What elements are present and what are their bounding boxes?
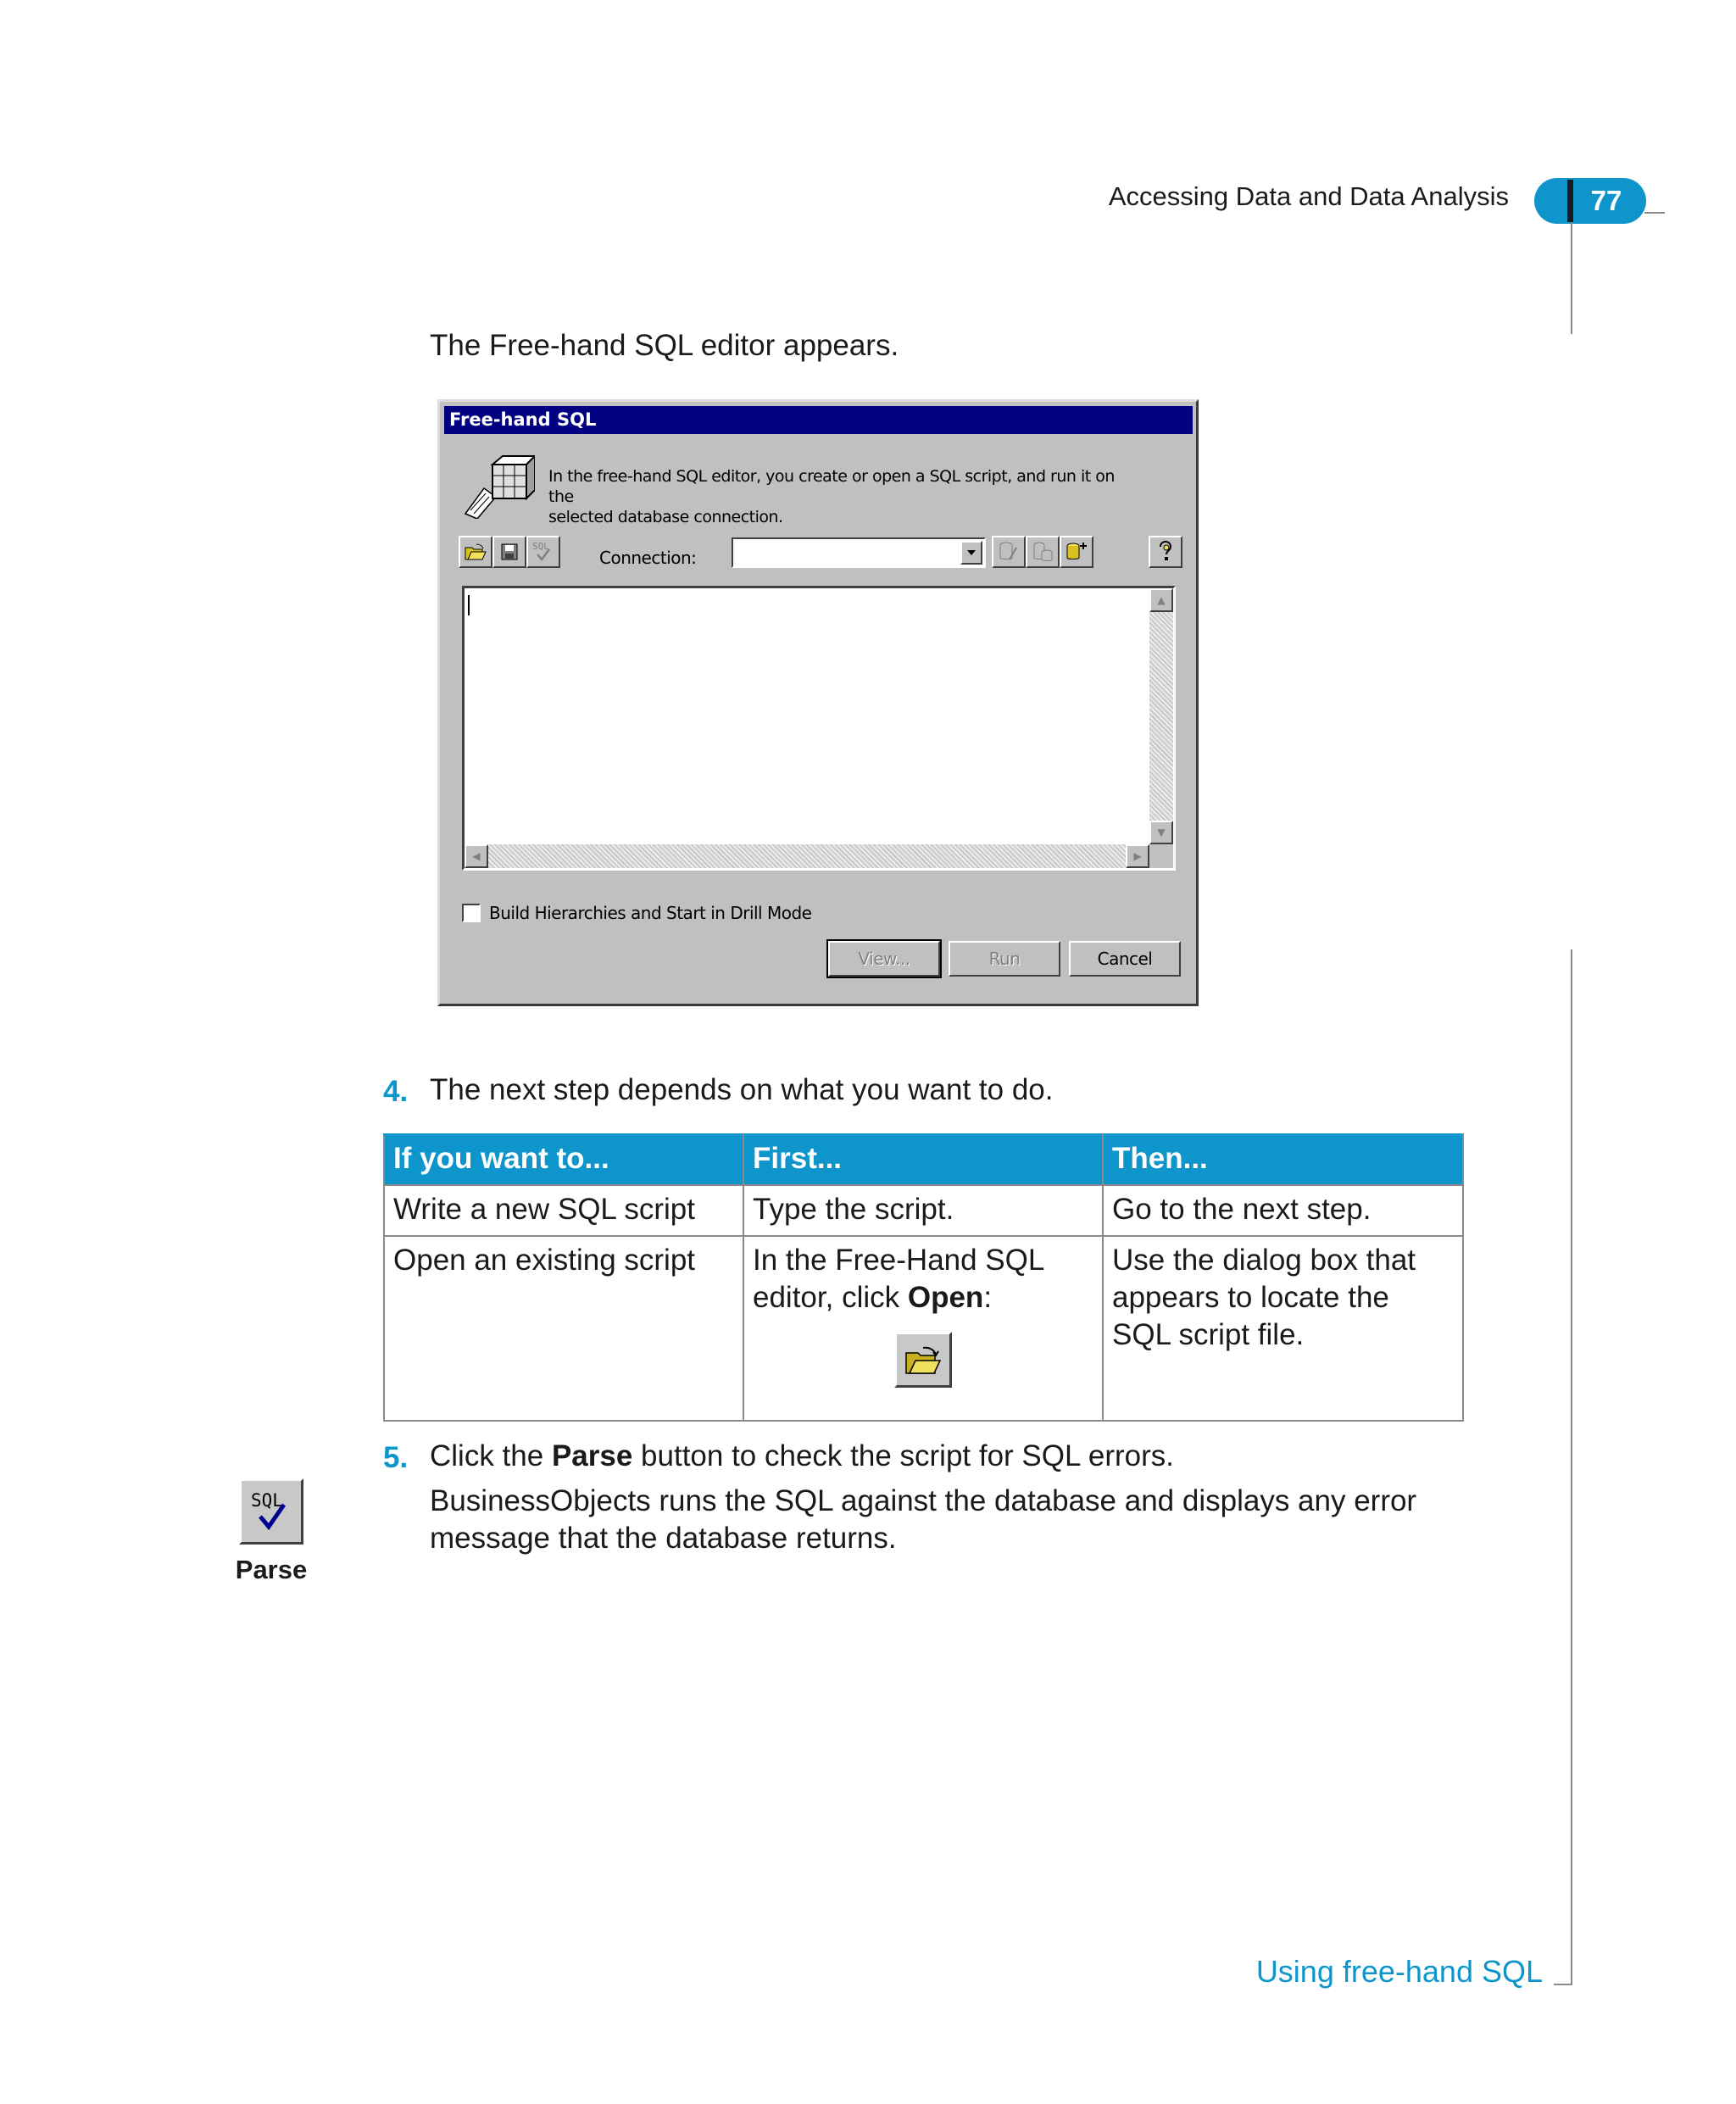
scroll-left-button[interactable] — [465, 844, 488, 868]
db-new-icon — [1065, 541, 1088, 563]
margin-rule-foot — [1554, 1984, 1572, 1985]
sql-parse-icon — [248, 1488, 294, 1535]
new-connection-button[interactable] — [1060, 536, 1093, 568]
intro-text: The Free-hand SQL editor appears. — [430, 329, 899, 362]
step-4-text: The next step depends on what you want to do. — [430, 1073, 1054, 1106]
table-cell-then: Go to the next step. — [1103, 1185, 1463, 1236]
open-instruction-text: In the Free-Hand SQL editor, click — [753, 1244, 1044, 1314]
save-icon — [500, 543, 519, 561]
table-header-cell: If you want to... — [384, 1134, 743, 1185]
step-5-prefix: Click the — [430, 1439, 552, 1472]
free-hand-sql-dialog — [437, 399, 1199, 1006]
options-table — [383, 1133, 1464, 1422]
table-row — [384, 1236, 1463, 1421]
section-footer-link: Using free-hand SQL — [1255, 1954, 1543, 1989]
scroll-corner — [1149, 844, 1173, 868]
vertical-scrollbar[interactable] — [1149, 588, 1173, 844]
table-header-cell: First... — [743, 1134, 1103, 1185]
build-hierarchies-checkbox[interactable] — [462, 904, 481, 922]
parse-button[interactable] — [526, 536, 560, 568]
parse-keyword: Parse — [551, 1439, 633, 1472]
table-cell-then: Use the dialog box that appears to locate the SQL script file. — [1103, 1236, 1463, 1421]
sql-cube-icon — [459, 454, 535, 519]
open-folder-icon — [904, 1344, 942, 1375]
db-edit-icon — [998, 541, 1020, 563]
connection-select[interactable] — [732, 537, 986, 568]
parse-button-illustration — [239, 1478, 303, 1545]
connection-dropdown-button[interactable] — [960, 541, 982, 565]
table-row — [384, 1185, 1463, 1236]
scroll-up-button[interactable] — [1149, 588, 1173, 612]
margin-rule — [1571, 949, 1572, 1985]
open-button[interactable] — [459, 536, 492, 568]
sql-parse-icon — [531, 539, 556, 565]
running-head: Accessing Data and Data Analysis — [1108, 181, 1509, 211]
parse-label: Parse — [235, 1555, 308, 1584]
dialog-title-bar: Free-hand SQL — [444, 406, 1193, 434]
edit-connection-button[interactable] — [992, 536, 1026, 568]
text-caret — [468, 595, 470, 615]
arrow-up-icon: ▲ — [1157, 594, 1166, 606]
open-button-illustration — [894, 1332, 952, 1388]
save-button[interactable] — [492, 536, 526, 568]
cancel-button[interactable]: Cancel — [1069, 941, 1181, 977]
step-5-text — [430, 1438, 1472, 1475]
arrow-down-icon: ▼ — [1157, 827, 1166, 838]
svg-text:SQL: SQL — [532, 541, 549, 552]
scroll-right-button[interactable] — [1126, 844, 1149, 868]
connect-button[interactable] — [1026, 536, 1060, 568]
help-icon — [1157, 540, 1174, 564]
run-button[interactable]: Run — [949, 941, 1060, 977]
margin-rule-top — [1571, 222, 1572, 334]
page-badge-rule — [1644, 212, 1665, 214]
build-hierarchies-label[interactable]: Build Hierarchies and Start in Drill Mode — [489, 903, 812, 923]
step-5-number: 5. — [383, 1441, 409, 1474]
table-cell-first — [743, 1236, 1103, 1421]
db-connect-icon — [1032, 541, 1054, 563]
page-number-badge: 77 — [1534, 178, 1646, 224]
description-line-2: selected database connection. — [548, 508, 783, 526]
description-line-1: In the free-hand SQL editor, you create or open a SQL script, and run it on the — [548, 467, 1115, 506]
page-badge-bar — [1567, 180, 1573, 222]
step-5-suffix: button to check the script for SQL errors. — [632, 1439, 1175, 1472]
chevron-down-icon — [966, 549, 976, 556]
arrow-right-icon: ▶ — [1133, 850, 1142, 862]
connection-label: Connection: — [599, 548, 697, 568]
help-button[interactable] — [1149, 536, 1182, 568]
sql-editor-textarea[interactable] — [462, 586, 1176, 871]
dialog-description — [548, 466, 1142, 527]
step-5-detail: BusinessObjects runs the SQL against the database and displays any error message that the database returns. — [430, 1484, 1417, 1555]
view-button[interactable]: View... — [828, 941, 940, 977]
table-header-row — [384, 1134, 1463, 1185]
arrow-left-icon: ◀ — [472, 850, 481, 862]
open-folder-icon — [465, 543, 487, 561]
table-header-cell: Then... — [1103, 1134, 1463, 1185]
open-keyword: Open — [907, 1281, 984, 1314]
table-cell-first: Type the script. — [743, 1185, 1103, 1236]
horizontal-scrollbar[interactable] — [465, 844, 1149, 868]
table-cell-want: Write a new SQL script — [384, 1185, 743, 1236]
scroll-down-button[interactable] — [1149, 821, 1173, 844]
svg-text:SQL: SQL — [251, 1490, 283, 1511]
open-instruction-suffix: : — [983, 1281, 993, 1314]
step-4-number: 4. — [383, 1075, 409, 1108]
table-cell-want: Open an existing script — [384, 1236, 743, 1421]
